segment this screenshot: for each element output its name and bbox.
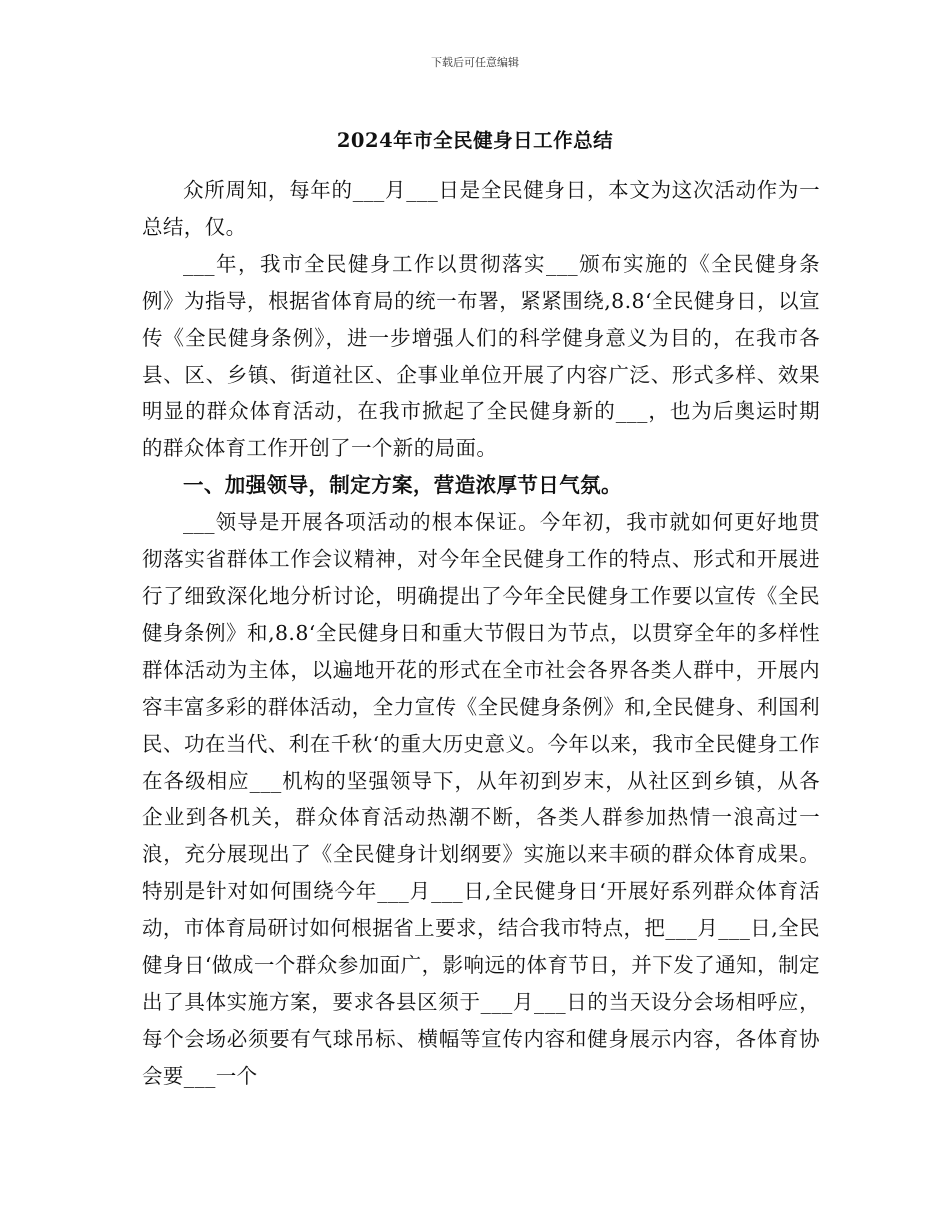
section-heading: 一、加强领导，制定方案，营造浓厚节日气氛。 bbox=[183, 473, 622, 498]
paragraph-intro: 众所周知，每年的___月___日是全民健身日，本文为这次活动作为一总结，仅。 bbox=[142, 178, 820, 239]
header-note: 下载后可任意编辑 bbox=[431, 56, 519, 69]
paragraph-overview: ___年，我市全民健身工作以贯彻落实___颁布实施的《全民健身条例》为指导，根据省体育局的统一布署，紧紧围绕,8.8‘全民健身日，以宣传《全民健身条例》，进一步增强人们的科学健身意义为目的，在我市各县、区、乡镇、街道社区、企事业单位开展了内容广泛、形式多样、效果明显的群众体育活动，在我市掀起了全民健身新的___，也为后奥运时期的群众体育工作开创了一个新的局面。 bbox=[142, 251, 820, 461]
paragraph-leadership: ___领导是开展各项活动的根本保证。今年初，我市就如何更好地贯彻落实省群体工作会议精神，对今年全民健身工作的特点、形式和开展进行了细致深化地分析讨论，明确提出了今年全民健身工作要以宣传《全民健身条例》和,8.8‘全民健身日和重大节假日为节点，以贯穿全年的多样性群体活动为主体，以遍地开花的形式在全市社会各界各类人群中，开展内容丰富多彩的群体活动，全力宣传《全民健身条例》和,全民健身、利国利民、功在当代、利在千秋‘的重大历史意义。今年以来，我市全民健身工作在各级相应___机构的坚强领导下，从年初到岁末，从社区到乡镇，从各企业到各机关，群众体育活动热潮不断，各类人群参加热情一浪高过一浪，充分展现出了《全民健身计划纲要》实施以来丰硕的群众体育成果。特别是针对如何围绕今年___月___日,全民健身日‘开展好系列群众体育活动，市体育局研讨如何根据省上要求，结合我市特点，把___月___日,全民健身日‘做成一个群众参加面广，影响远的体育节日，并下发了通知，制定出了具体实施方案，要求各县区须于___月___日的当天设分会场相呼应，每个会场必须要有气球吊标、横幅等宣传内容和健身展示内容，各体育协会要___一个 bbox=[142, 510, 820, 1088]
document-title: 2024年市全民健身日工作总结 bbox=[336, 129, 614, 152]
document-body bbox=[142, 172, 820, 1095]
